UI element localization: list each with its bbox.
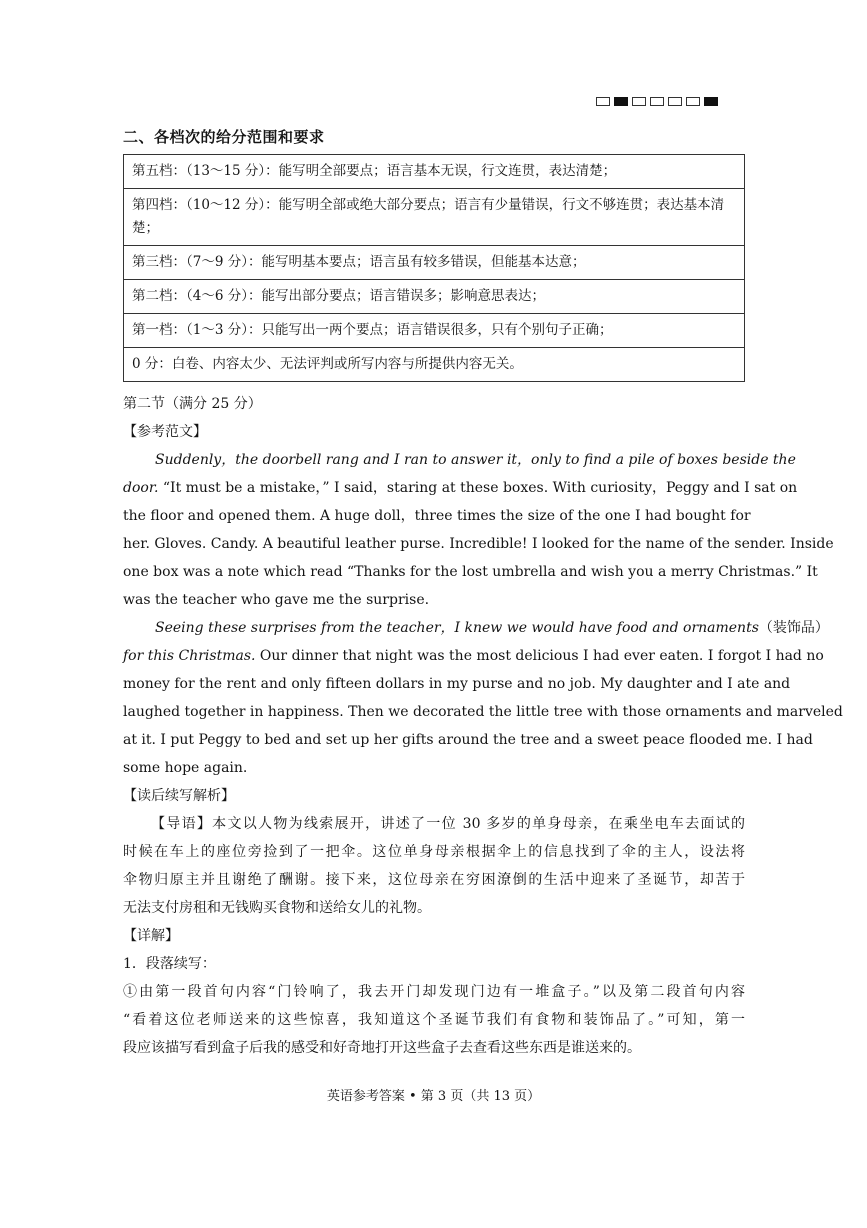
grade-level-5: 第五档：（13～15 分）：能写明全部要点；语言基本无误，行文连贯，表达清楚； — [124, 155, 745, 189]
para2-line: laughed together in happiness. Then we decorated the little tree with those ornaments and marveled — [123, 704, 843, 720]
para2-italic-fragment: for this Christmas. — [123, 648, 256, 664]
para1-line: was the teacher who gave me the surprise. — [123, 592, 430, 608]
reference-label: 【参考范文】 — [123, 424, 207, 440]
page-footer: 英语参考答案 • 第 3 页（共 13 页） — [326, 1089, 541, 1104]
grade-level-2: 第二档：（4～6 分）：能写出部分要点；语言错误多；影响意思表达； — [124, 280, 745, 314]
para1-italic-fragment: door. — [123, 480, 159, 496]
para1-line: Suddenly，the doorbell rang and I ran to answer it，only to find a pile of boxes beside the — [155, 452, 796, 468]
para1-line — [123, 474, 798, 502]
detail-paragraph — [123, 978, 745, 1062]
para2-line — [123, 642, 824, 670]
intro-paragraph — [123, 810, 745, 922]
grade-level-0: 0 分：白卷、内容太少、无法评判或所写内容与所提供内容无关。 — [124, 348, 745, 382]
table-row — [124, 189, 745, 246]
para2-italic-fragment: Seeing these surprises from the teacher，I knew we would have food and ornaments — [155, 620, 759, 636]
intro-line: 时候在车上的座位旁捡到了一把伞。这位单身母亲根据伞上的信息找到了伞的主人，设法将 — [123, 844, 745, 860]
para2-line — [123, 614, 829, 642]
marker-square — [632, 97, 646, 106]
intro-line: 伞物归原主并且谢绝了酬谢。接下来，这位母亲在穷困潦倒的生活中迎来了圣诞节，却苦于 — [123, 872, 745, 888]
marker-square — [650, 97, 664, 106]
section-title: 二、各档次的给分范围和要求 — [123, 128, 325, 146]
grading-table — [123, 154, 745, 382]
section-two-title: 第二节（满分 25 分） — [123, 396, 262, 412]
detail-item-heading: 1．段落续写： — [123, 956, 216, 972]
para1-line: one box was a note which read “Thanks for the lost umbrella and wish you a merry Christmas.” It — [123, 564, 818, 580]
grade-level-3: 第三档：（7～9 分）：能写明基本要点；语言虽有较多错误，但能基本达意； — [124, 246, 745, 280]
para2-text-fragment: Our dinner that night was the most delicious I had ever eaten. I forgot I had no — [255, 648, 824, 664]
detail-line: ①由第一段首句内容“门铃响了，我去开门却发现门边有一堆盒子。”以及第二段首句内容 — [123, 984, 745, 1000]
detail-line: 段应该描写看到盒子后我的感受和好奇地打开这些盒子去查看这些东西是谁送来的。 — [123, 1040, 641, 1056]
analysis-label: 【读后续写解析】 — [123, 788, 235, 804]
marker-square-filled — [704, 97, 718, 106]
table-row — [124, 348, 745, 382]
marker-square — [686, 97, 700, 106]
para1-line: her. Gloves. Candy. A beautiful leather purse. Incredible! I looked for the name of the sender. Inside — [123, 536, 834, 552]
grade-level-1: 第一档：（1～3 分）：只能写出一两个要点；语言错误很多，只有个别句子正确； — [124, 314, 745, 348]
intro-line: 【导语】本文以人物为线索展开，讲述了一位 30 多岁的单身母亲，在乘坐电车去面试的 — [151, 816, 745, 832]
grade-level-4: 第四档：（10～12 分）：能写明全部或绝大部分要点；语言有少量错误，行文不够连贯；表达基本清楚； — [124, 189, 745, 246]
para2-note: （装饰品） — [758, 620, 829, 636]
marker-square — [596, 97, 610, 106]
marker-square — [668, 97, 682, 106]
para2-line: at it. I put Peggy to bed and set up her gifts around the tree and a sweet peace flooded me. I had — [123, 732, 813, 748]
table-row — [124, 314, 745, 348]
intro-line: 无法支付房租和无钱购买食物和送给女儿的礼物。 — [123, 900, 431, 916]
table-row — [124, 246, 745, 280]
detail-line: “看着这位老师送来的这些惊喜，我知道这个圣诞节我们有食物和装饰品了。”可知，第一 — [123, 1012, 745, 1028]
marker-square-filled — [614, 97, 628, 106]
para1-text-fragment: “It must be a mistake，” I said，staring at these boxes. With curiosity，Peggy and I sat on — [158, 480, 798, 496]
para2-line: money for the rent and only fifteen dollars in my purse and no job. My daughter and I ate and — [123, 676, 791, 692]
para1-line: the floor and opened them. A huge doll，three times the size of the one I had bought for — [123, 508, 751, 524]
page-marker-squares — [596, 97, 718, 106]
reference-paragraph-2 — [123, 614, 843, 782]
section-two — [123, 390, 843, 1062]
para2-line: some hope again. — [123, 760, 248, 776]
table-row — [124, 155, 745, 189]
reference-paragraph-1 — [123, 446, 834, 614]
table-row — [124, 280, 745, 314]
detail-label: 【详解】 — [123, 928, 179, 944]
